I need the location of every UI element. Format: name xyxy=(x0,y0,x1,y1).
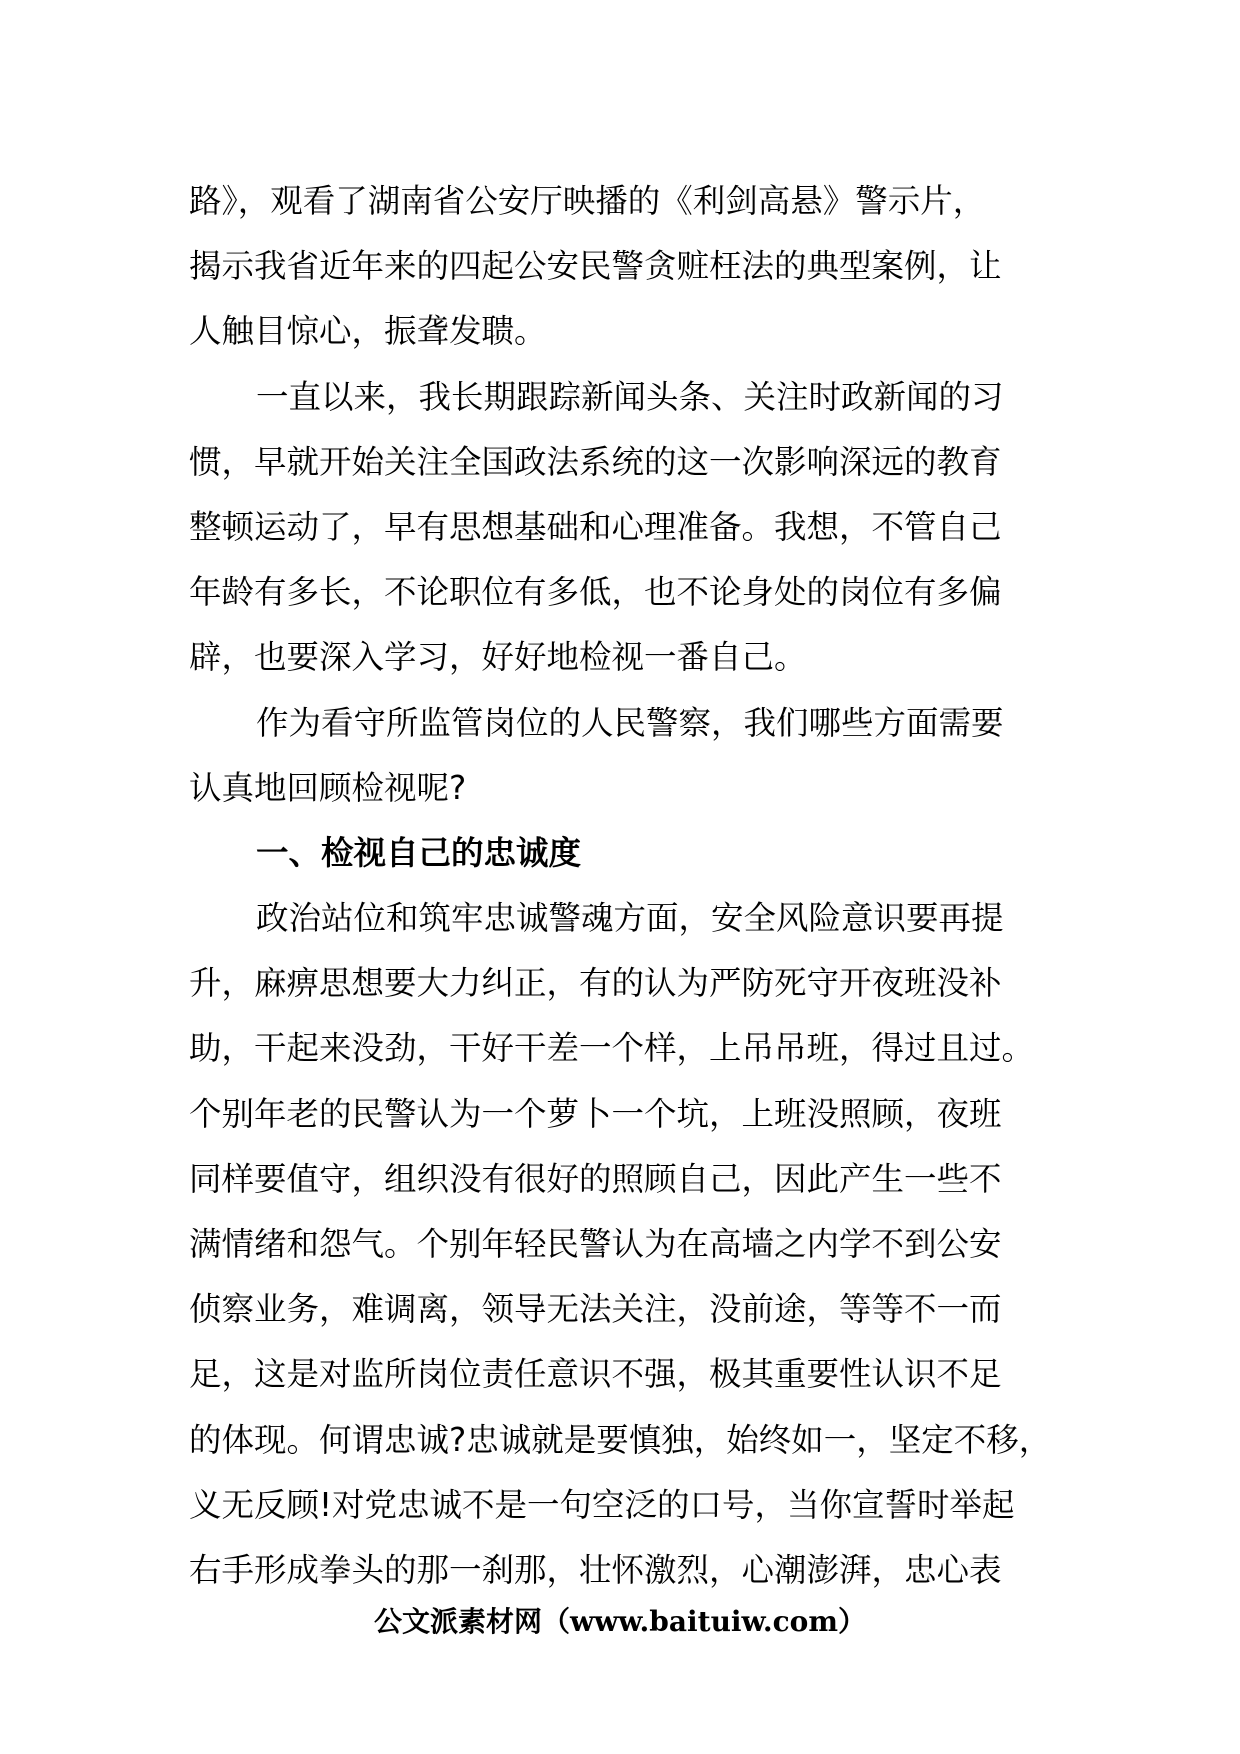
text-line: 满情绪和怨气。个别年轻民警认为在高墙之内学不到公安 xyxy=(189,1225,1002,1263)
text-line: 右手形成拳头的那一刹那，壮怀激烈，心潮澎湃，忠心表 xyxy=(189,1550,1002,1589)
footer-watermark: 公文派素材网（www.baituiw.com） xyxy=(374,1605,866,1638)
text-line: 个别年老的民警认为一个萝卜一个坑，上班没照顾，夜班 xyxy=(189,1094,1002,1133)
text-line: 人触目惊心，振聋发聩。 xyxy=(189,312,547,351)
text-line: 辟，也要深入学习，好好地检视一番自己。 xyxy=(189,638,807,677)
text-line: 义无反顾!对党忠诚不是一句空泛的口号，当你宣誓时举起 xyxy=(189,1485,1015,1524)
paragraph-first-line: 一直以来，我长期跟踪新闻头条、关注时政新闻的习 xyxy=(256,377,1004,416)
text-line: 揭示我省近年来的四起公安民警贪赃枉法的典型案例，让 xyxy=(189,247,1002,286)
paragraph-first-line: 作为看守所监管岗位的人民警察，我们哪些方面需要 xyxy=(256,703,1004,742)
text-line: 足，这是对监所岗位责任意识不强，极其重要性认识不足 xyxy=(189,1355,1002,1394)
text-line: 惯，早就开始关注全国政法系统的这一次影响深远的教育 xyxy=(189,442,1002,481)
document-body xyxy=(189,169,1089,1603)
section-heading: 一、检视自己的忠诚度 xyxy=(256,833,582,872)
text-line: 认真地回顾检视呢? xyxy=(189,768,467,807)
text-line: 路》，观看了湖南省公安厅映播的《利剑高悬》警示片， xyxy=(189,182,986,220)
paragraph-first-line: 政治站位和筑牢忠诚警魂方面，安全风险意识要再提 xyxy=(256,899,1004,938)
text-line: 侦察业务，难调离，领导无法关注，没前途，等等不一而 xyxy=(189,1290,1002,1329)
text-line: 助，干起来没劲，干好干差一个样，上吊吊班，得过且过。 xyxy=(189,1029,1035,1068)
text-line: 年龄有多长，不论职位有多低，也不论身处的岗位有多偏 xyxy=(189,573,1002,612)
text-line: 升，麻痹思想要大力纠正，有的认为严防死守开夜班没补 xyxy=(189,964,1002,1003)
text-line: 整顿运动了，早有思想基础和心理准备。我想，不管自己 xyxy=(189,507,1002,546)
text-line: 同样要值守，组织没有很好的照顾自己，因此产生一些不 xyxy=(189,1159,1002,1198)
text-line: 的体现。何谓忠诚?忠诚就是要慎独，始终如一，坚定不移， xyxy=(189,1420,1052,1459)
